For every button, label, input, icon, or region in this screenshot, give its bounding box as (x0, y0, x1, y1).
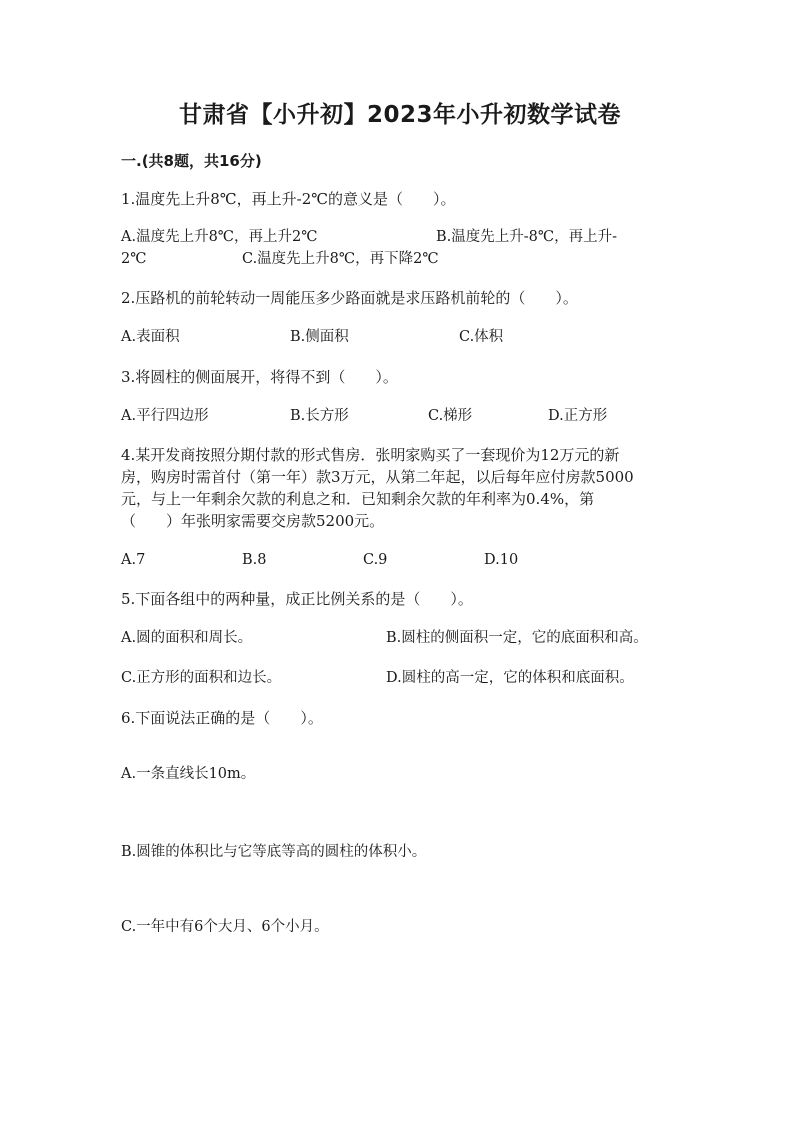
question-1-option-b: B.温度先上升-8℃，再上升- (436, 229, 618, 245)
question-4-stem-line-1: 4.某开发商按照分期付款的形式售房．张明家购买了一套现价为12万元的新 (121, 446, 620, 464)
section-heading: 一.(共8题，共16分) (121, 152, 262, 170)
question-1-option-b-cont: 2℃ (121, 251, 147, 267)
page-title: 甘肃省【小升初】2023年小升初数学试卷 (178, 102, 621, 128)
question-4-stem-line-4: （ ）年张明家需要交房款5200元。 (121, 512, 385, 530)
question-5-option-c: C.正方形的面积和边长。 (121, 670, 282, 686)
question-3-option-a: A.平行四边形 (121, 408, 209, 424)
question-2-option-b: B.侧面积 (290, 329, 349, 345)
question-5-option-b: B.圆柱的侧面积一定，它的底面积和高。 (386, 630, 648, 646)
question-2-stem: 2.压路机的前轮转动一周能压多少路面就是求压路机前轮的（ ）。 (121, 289, 578, 307)
question-3-stem: 3.将圆柱的侧面展开，将得不到（ ）。 (121, 368, 398, 386)
question-4-option-a: A.7 (121, 552, 146, 568)
question-6-stem: 6.下面说法正确的是（ ）。 (121, 709, 323, 727)
question-3-option-b: B.长方形 (290, 408, 349, 424)
question-4-stem-line-3: 元，与上一年剩余欠款的利息之和．已知剩余欠款的年利率为0.4%，第 (121, 490, 595, 508)
question-5-stem: 5.下面各组中的两种量，成正比例关系的是（ ）。 (121, 590, 473, 608)
question-1-stem: 1.温度先上升8℃，再上升-2℃的意义是（ ）。 (121, 190, 456, 208)
question-1-option-c: C.温度先上升8℃，再下降2℃ (242, 251, 439, 267)
question-4-option-b: B.8 (242, 552, 267, 568)
question-2-option-a: A.表面积 (121, 329, 180, 345)
question-4-option-c: C.9 (363, 552, 388, 568)
question-5-option-d: D.圆柱的高一定，它的体积和底面积。 (386, 670, 634, 686)
question-3-option-d: D.正方形 (548, 408, 608, 424)
question-6-option-a: A.一条直线长10m。 (121, 766, 256, 782)
question-6-option-c: C.一年中有6个大月、6个小月。 (121, 919, 329, 935)
question-1-option-a: A.温度先上升8℃，再上升2℃ (121, 229, 318, 245)
question-2-option-c: C.体积 (459, 329, 504, 345)
question-4-stem-line-2: 房，购房时需首付（第一年）款3万元，从第二年起，以后每年应付房款5000 (121, 468, 634, 486)
question-5-option-a: A.圆的面积和周长。 (121, 630, 253, 646)
question-6-option-b: B.圆锥的体积比与它等底等高的圆柱的体积小。 (121, 844, 427, 860)
question-4-option-d: D.10 (484, 552, 519, 568)
question-3-option-c: C.梯形 (428, 408, 473, 424)
